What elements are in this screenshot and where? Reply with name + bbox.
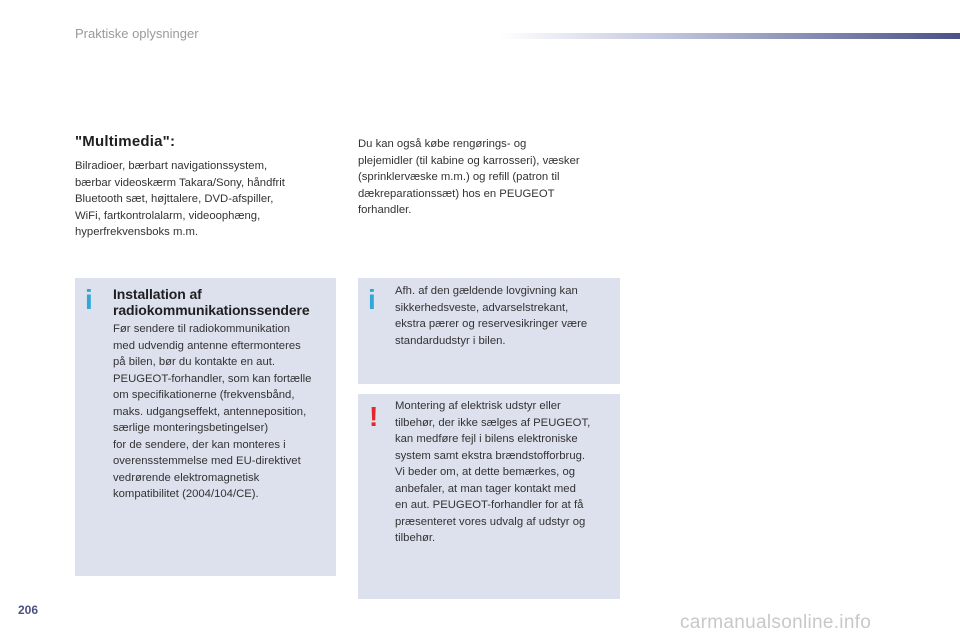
legislation-text (395, 283, 617, 349)
warning-box (358, 394, 620, 599)
page-number: 206 (18, 603, 39, 617)
text-line: overensstemmelse med EU-direktivet (113, 455, 301, 467)
text-line: Før sendere til radiokommunikation (113, 323, 291, 335)
watermark: carmanualsonline.info (680, 612, 872, 633)
title-line: Installation af (113, 286, 202, 302)
page-header: Praktiske oplysninger (75, 26, 199, 41)
text-line: system samt ekstra brændstofforbrug. (395, 449, 586, 462)
text-line: forhandler. (358, 204, 412, 216)
installation-title (113, 286, 335, 318)
text-line: PEUGEOT-forhandler, som kan fortælle (113, 372, 312, 385)
text-line: særlige monteringsbetingelser) (113, 422, 269, 434)
text-line: med udvendig antenne eftermonteres (113, 339, 301, 352)
text-line: plejemidler (til kabine og karrosseri), væsker (358, 154, 580, 167)
info-icon: i (368, 284, 376, 315)
text-line: på bilen, bør du kontakte en aut. (113, 356, 276, 368)
info-icon: i (85, 284, 93, 315)
warning-text (395, 398, 617, 547)
legislation-box (358, 278, 620, 384)
text-line: Afh. af den gældende lovgivning kan (395, 285, 578, 297)
text-line: Montering af elektrisk udstyr eller (395, 400, 561, 412)
warning-icon: ! (369, 401, 379, 432)
text-line: bærbar videoskærm Takara/Sony, håndfrit (75, 176, 285, 189)
installation-text (113, 321, 335, 503)
text-line: tilbehør. (395, 532, 436, 544)
text-line: Vi beder om, at dette bemærkes, og (395, 466, 576, 478)
text-line: kan medføre fejl i bilens elektroniske (395, 433, 578, 445)
text-line: dækreparationssæt) hos en PEUGEOT (358, 187, 555, 200)
text-line: standardudstyr i bilen. (395, 334, 506, 347)
text-line: for de sendere, der kan monteres i (113, 438, 286, 451)
text-line: om specifikationerne (frekvensbånd, (113, 389, 295, 401)
text-line: præsenteret vores udvalg af udstyr og (395, 515, 586, 528)
text-line: tilbehør, der ikke sælges af PEUGEOT, (395, 416, 591, 429)
text-line: sikkerhedsveste, advarselstrekant, (395, 301, 569, 314)
text-line: Bluetooth sæt, højttalere, DVD-afspiller, (75, 193, 274, 205)
text-line: vedrørende elektromagnetisk (113, 471, 260, 484)
title-line: radiokommunikationssendere (113, 302, 310, 318)
multimedia-text (75, 158, 315, 241)
text-line: Du kan også købe rengørings- og (358, 138, 527, 150)
text-line: WiFi, fartkontrolalarm, videoophæng, (75, 209, 261, 222)
text-line: ekstra pærer og reservesikringer være (395, 318, 588, 330)
header-bar (500, 33, 960, 39)
text-line: kompatibilitet (2004/104/CE). (113, 488, 259, 500)
multimedia-title: "Multimedia": (75, 133, 176, 150)
installation-box (75, 278, 336, 576)
text-line: hyperfrekvensboks m.m. (75, 226, 199, 238)
parts-text (358, 136, 613, 219)
text-line: Bilradioer, bærbart navigationssystem, (75, 160, 268, 172)
text-line: maks. udgangseffekt, antenneposition, (113, 405, 307, 418)
text-line: anbefaler, at man tager kontakt med (395, 482, 576, 495)
text-line: (sprinklervæske m.m.) og refill (patron til (358, 171, 560, 183)
text-line: en aut. PEUGEOT-forhandler for at få (395, 499, 584, 511)
